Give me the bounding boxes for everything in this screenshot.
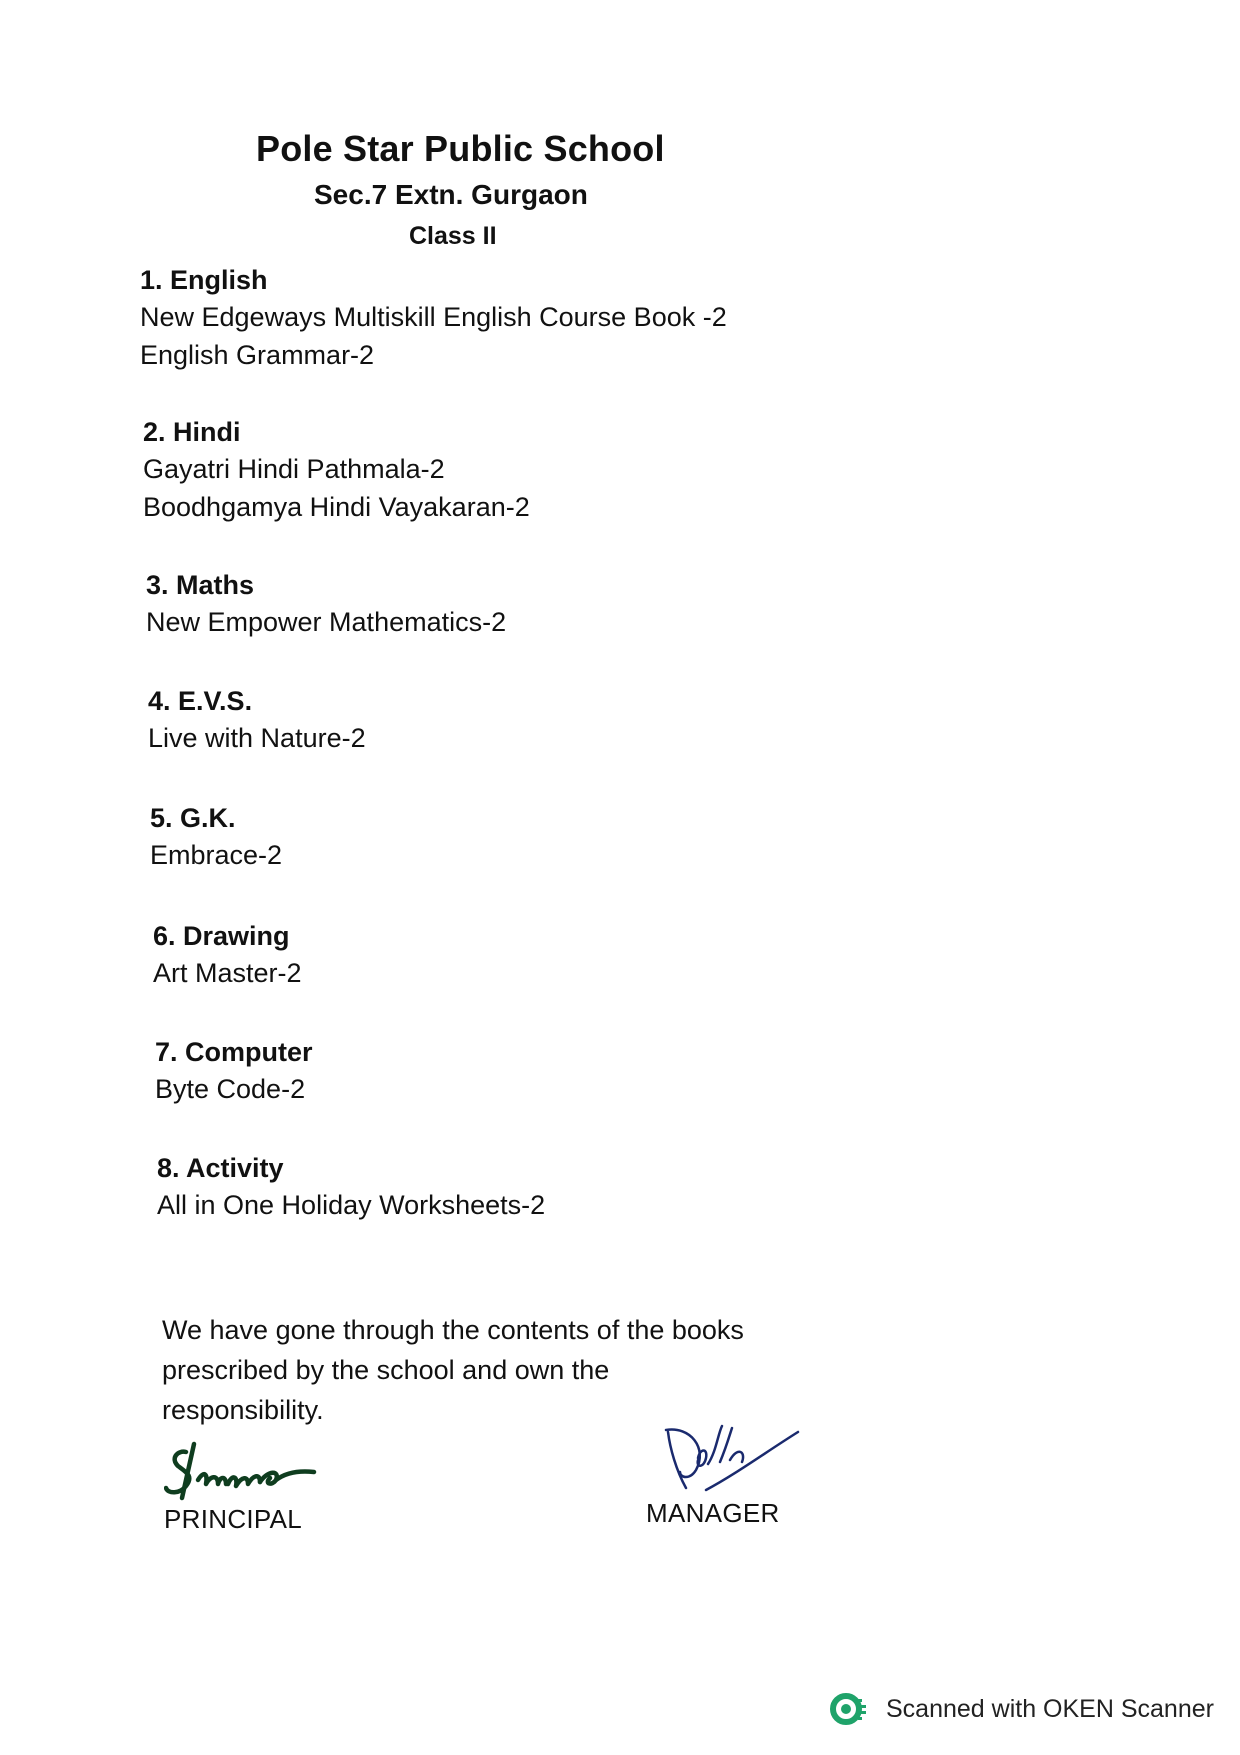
principal-label: PRINCIPAL [164,1504,303,1534]
subject-heading: 3. Maths [146,570,255,600]
class-label: Class II [409,222,497,250]
book-title: Embrace-2 [150,840,283,870]
subject-heading: 2. Hindi [143,417,241,447]
oken-scanner-logo-icon [828,1689,868,1729]
subject-maths [146,567,506,641]
book-title: Live with Nature-2 [148,723,366,753]
subject-heading: 1. English [140,265,268,295]
subject-heading: 5. G.K. [150,803,236,833]
subject-english [140,262,727,374]
book-title: Byte Code-2 [155,1074,306,1104]
principal-signature-block [164,1440,334,1535]
scanner-text: Scanned with OKEN Scanner [886,1694,1214,1723]
declaration-paragraph [162,1310,842,1430]
book-title: Boodhgamya Hindi Vayakaran-2 [143,492,530,522]
subject-drawing [153,918,302,992]
subject-computer [155,1034,313,1108]
book-title: New Edgeways Multiskill English Course Book -2 [140,302,727,332]
book-title: New Empower Mathematics-2 [146,607,507,637]
subject-heading: 8. Activity [157,1153,284,1183]
subject-activity [157,1150,545,1224]
subject-heading: 7. Computer [155,1037,313,1067]
declaration-line: prescribed by the school and own the [162,1355,610,1385]
subject-hindi [143,414,530,526]
manager-signature-icon [646,1418,806,1498]
book-title: All in One Holiday Worksheets-2 [157,1190,546,1220]
subject-evs [148,683,366,757]
book-title: Gayatri Hindi Pathmala-2 [143,454,445,484]
subject-heading: 4. E.V.S. [148,686,253,716]
manager-signature-block [646,1418,806,1529]
subject-heading: 6. Drawing [153,921,290,951]
declaration-line: We have gone through the contents of the books [162,1315,744,1345]
school-address: Sec.7 Extn. Gurgaon [314,179,588,210]
school-name: Pole Star Public School [256,128,665,169]
manager-label: MANAGER [646,1498,780,1528]
subject-gk [150,800,282,874]
principal-signature-icon [164,1440,334,1504]
book-title: English Grammar-2 [140,340,375,370]
scanner-watermark [828,1687,1214,1731]
book-title: Art Master-2 [153,958,302,988]
declaration-line: responsibility. [162,1395,324,1425]
